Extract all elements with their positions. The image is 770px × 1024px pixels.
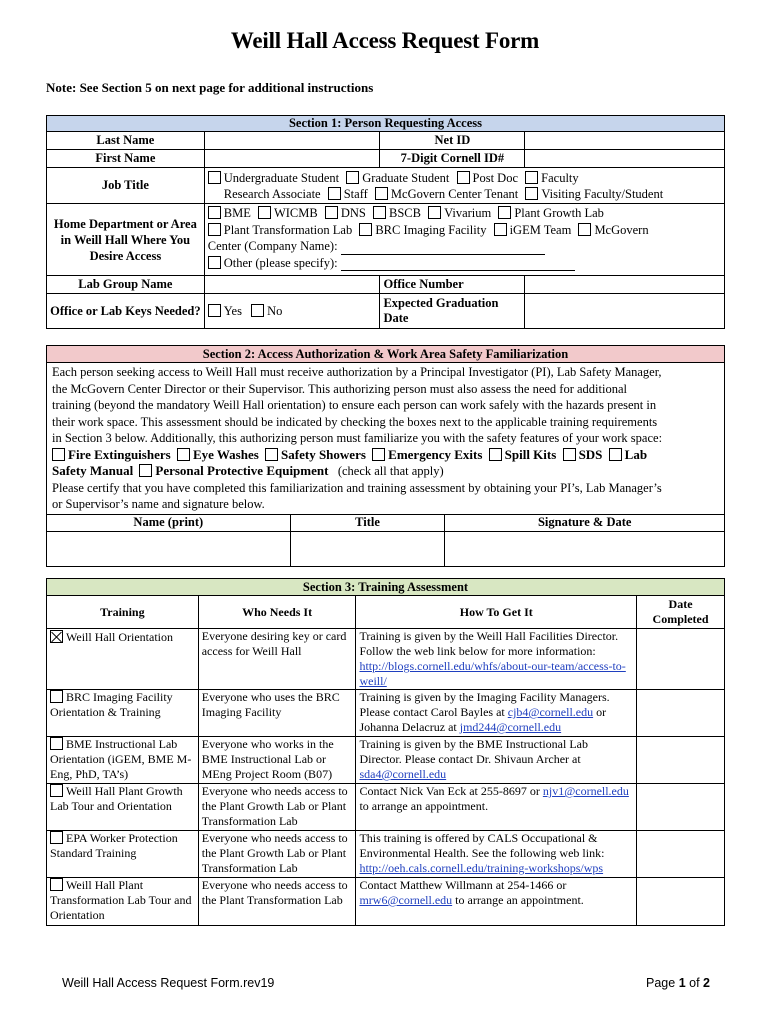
job-opt-label: Faculty	[541, 170, 579, 185]
emergency-exits-checkbox[interactable]	[372, 448, 385, 461]
how-to-get-it	[356, 629, 637, 690]
footer-page-number	[646, 976, 710, 990]
dept-opt-label: DNS	[340, 206, 366, 220]
how-text: Training is given by the Imaging Facility Managers. Please contact Carol Bayles at	[359, 690, 610, 719]
company-name-line[interactable]	[341, 243, 545, 255]
section3-header: Section 3: Training Assessment	[47, 579, 725, 596]
auth-para-line: Each person seeking access to Weill Hall must receive authorization by a Principal Investigator (PI), Lab Safety Manager,	[52, 365, 662, 379]
auth-para-line: their work space. This assessment should be indicated by checking the boxes next to the applicable training requirements	[52, 414, 658, 429]
home-dept-label: Home Department or Area in Weill Hall Where You Desire Access	[47, 204, 205, 276]
feature-label: Safety Showers	[281, 446, 366, 462]
job-opt-label: Graduate Student	[362, 170, 450, 185]
training-checkbox[interactable]	[50, 630, 63, 643]
footer-form-name: Weill Hall Access Request Form.rev19	[62, 976, 275, 990]
date-completed-field[interactable]	[637, 878, 725, 926]
how-col-header: How To Get It	[356, 596, 637, 629]
training-checkbox[interactable]	[50, 737, 63, 750]
how-text: Training is given by the Weill Hall Facilities Director. Follow the web link below for more information:	[359, 629, 619, 658]
sds-checkbox[interactable]	[563, 448, 576, 461]
ppe-checkbox[interactable]	[139, 464, 152, 477]
grad-date-field[interactable]	[525, 294, 725, 329]
table-row	[47, 629, 725, 690]
wps-link[interactable]: http://oeh.cals.cornell.edu/training-workshops/wps	[359, 861, 604, 875]
job-faculty-checkbox[interactable]	[525, 171, 538, 184]
dept-dns-checkbox[interactable]	[325, 206, 338, 219]
how-to-get-it	[356, 737, 637, 784]
job-undergrad-checkbox[interactable]	[208, 171, 221, 184]
keys-needed-label: Office or Lab Keys Needed?	[47, 294, 205, 329]
how-to-get-it	[356, 878, 637, 926]
lab-group-field[interactable]	[204, 276, 380, 294]
how-to-get-it	[356, 784, 637, 831]
who-needs-it: Everyone who works in the BME Instructional Lab or MEng Project Room (B07)	[198, 737, 356, 784]
dept-opt-label: Vivarium	[444, 206, 492, 220]
who-needs-it: Everyone who needs access to the Plant Growth Lab or Plant Transformation Lab	[198, 831, 356, 878]
keys-yes-checkbox[interactable]	[208, 304, 221, 317]
date-completed-field[interactable]	[637, 784, 725, 831]
dept-brc-checkbox[interactable]	[359, 223, 372, 236]
feature-label: SDS	[578, 446, 603, 462]
dept-opt-label: Plant Transformation Lab	[223, 222, 353, 237]
company-name-label: Center (Company Name):	[207, 239, 338, 253]
keys-no-label: No	[267, 303, 283, 318]
first-name-field[interactable]	[204, 150, 380, 168]
other-specify-line[interactable]	[341, 259, 575, 271]
dept-mcgovern-checkbox[interactable]	[578, 223, 591, 236]
check-all-note: (check all that apply)	[337, 464, 444, 478]
dept-wicmb-checkbox[interactable]	[258, 206, 271, 219]
job-opt-label: Research Associate	[223, 186, 321, 201]
dept-opt-label: BME	[223, 206, 251, 220]
job-visiting-checkbox[interactable]	[525, 187, 538, 200]
office-number-label: Office Number	[380, 276, 525, 294]
safety-features-row-2	[52, 463, 719, 480]
section5-note: Note: See Section 5 on next page for additional instructions	[46, 80, 374, 95]
signature-date-field[interactable]	[445, 531, 725, 566]
job-mcgovern-checkbox[interactable]	[375, 187, 388, 200]
feature-label: Spill Kits	[504, 446, 557, 462]
page-word: Page	[646, 976, 676, 990]
how-text: Training is given by the BME Instructional Lab Director. Please contact Dr. Shivaun Archer at	[359, 737, 588, 766]
keys-yes-label: Yes	[223, 303, 242, 318]
first-name-label: First Name	[47, 150, 205, 168]
training-name: Weill Hall Plant Growth Lab Tour and Orientation	[50, 784, 183, 813]
how-text: or Johanna Delacruz at	[359, 705, 607, 734]
date-completed-field[interactable]	[637, 690, 725, 737]
email-link[interactable]: jmd244@cornell.edu	[459, 720, 562, 734]
training-name: Weill Hall Orientation	[66, 630, 174, 644]
section2-table	[46, 345, 725, 567]
section2-body	[47, 363, 725, 515]
email-link[interactable]: njv1@cornell.edu	[542, 784, 629, 798]
dept-bme-checkbox[interactable]	[208, 206, 221, 219]
authorizer-title-field[interactable]	[290, 531, 445, 566]
who-needs-it: Everyone who needs access to the Plant Growth Lab or Plant Transformation Lab	[198, 784, 356, 831]
date-completed-field[interactable]	[637, 629, 725, 690]
name-print-header: Name (print)	[47, 514, 291, 531]
feature-label: Lab	[624, 446, 648, 462]
dept-opt-label: McGovern	[594, 222, 649, 237]
training-checkbox[interactable]	[50, 690, 63, 703]
training-checkbox[interactable]	[50, 878, 63, 891]
cornell-id-field[interactable]	[525, 150, 725, 168]
how-to-get-it	[356, 690, 637, 737]
other-specify-label: Other (please specify):	[223, 255, 338, 270]
dept-plant-transformation-checkbox[interactable]	[208, 223, 221, 236]
page-total: 2	[703, 976, 710, 990]
table-row	[47, 690, 725, 737]
eye-washes-checkbox[interactable]	[177, 448, 190, 461]
dept-opt-label: iGEM Team	[509, 222, 572, 237]
certify-para-line: or Supervisor’s name and signature below.	[52, 497, 265, 511]
training-name: BME Instructional Lab Orientation (iGEM, BME M-Eng, PhD, TA’s)	[50, 737, 192, 781]
who-col-header: Who Needs It	[198, 596, 356, 629]
grad-date-label: Expected Graduation Date	[380, 294, 525, 329]
signature-date-header: Signature & Date	[445, 514, 725, 531]
auth-para-line: the McGovern Center Director or their Supervisor. This authorizing person must also assess the need for additional	[52, 381, 627, 396]
training-name: Weill Hall Plant Transformation Lab Tour and Orientation	[50, 878, 192, 922]
certify-para-line: Please certify that you have completed this familiarization and training assessment by obtaining your PI’s, Lab Manager’s	[52, 480, 662, 495]
dept-bscb-checkbox[interactable]	[373, 206, 386, 219]
how-text: Contact Matthew Willmann at 254-1466 or	[359, 878, 567, 892]
feature-label: Eye Washes	[192, 446, 259, 462]
section1-table	[46, 115, 725, 329]
table-row	[47, 737, 725, 784]
last-name-field[interactable]	[204, 132, 380, 150]
spill-kits-checkbox[interactable]	[489, 448, 502, 461]
auth-para-line: in Section 3 below. Additionally, this authorizing person must familiarize you with the safety features of your work space:	[52, 431, 663, 445]
training-col-header: Training	[47, 596, 199, 629]
safety-features-row	[52, 447, 719, 464]
safety-showers-checkbox[interactable]	[265, 448, 278, 461]
how-text: This training is offered by CALS Occupational & Environmental Health. See the following web link:	[359, 831, 605, 860]
feature-label: Personal Protective Equipment	[155, 463, 329, 478]
section2-header: Section 2: Access Authorization & Work Area Safety Familiarization	[47, 346, 725, 363]
fire-extinguishers-checkbox[interactable]	[52, 448, 65, 461]
dept-plant-growth-checkbox[interactable]	[498, 206, 511, 219]
how-text: to arrange an appointment.	[359, 799, 489, 813]
section3-table	[46, 578, 725, 926]
auth-para-line: training (beyond the mandatory Weill Hall orientation) to ensure each person can work safely with the hazards present in	[52, 398, 657, 412]
title-header: Title	[290, 514, 445, 531]
date-col-header: Date Completed	[637, 596, 725, 629]
dept-vivarium-checkbox[interactable]	[428, 206, 441, 219]
job-opt-label: Post Doc	[472, 170, 519, 185]
job-postdoc-checkbox[interactable]	[457, 171, 470, 184]
training-checkbox[interactable]	[50, 784, 63, 797]
dept-opt-label: BSCB	[388, 206, 421, 220]
keys-no-checkbox[interactable]	[251, 304, 264, 317]
who-needs-it: Everyone desiring key or card access for Weill Hall	[198, 629, 356, 690]
job-opt-label: Staff	[343, 186, 368, 201]
last-name-label: Last Name	[47, 132, 205, 150]
dept-options	[204, 204, 724, 276]
email-link[interactable]: sda4@cornell.edu	[359, 767, 447, 781]
net-id-label: Net ID	[380, 132, 525, 150]
table-row	[47, 784, 725, 831]
lab-safety-manual-checkbox[interactable]	[609, 448, 622, 461]
training-checkbox[interactable]	[50, 831, 63, 844]
form-title: Weill Hall Access Request Form	[230, 28, 540, 53]
net-id-field[interactable]	[525, 132, 725, 150]
email-link[interactable]: cjb4@cornell.edu	[507, 705, 594, 719]
feature-label: Fire Extinguishers	[68, 446, 171, 462]
table-row	[47, 831, 725, 878]
dept-opt-label: Plant Growth Lab	[514, 206, 604, 220]
job-opt-label: Undergraduate Student	[223, 170, 340, 185]
job-opt-label: McGovern Center Tenant	[390, 186, 519, 201]
dept-opt-label: BRC Imaging Facility	[375, 222, 487, 237]
date-completed-field[interactable]	[637, 737, 725, 784]
name-print-field[interactable]	[47, 531, 291, 566]
training-name: EPA Worker Protection Standard Training	[50, 831, 178, 860]
section1-header: Section 1: Person Requesting Access	[47, 116, 725, 132]
of-word: of	[689, 976, 700, 990]
how-text: to arrange an appointment.	[452, 893, 584, 907]
cornell-id-label: 7-Digit Cornell ID#	[380, 150, 525, 168]
lab-group-label: Lab Group Name	[47, 276, 205, 294]
weill-orientation-link[interactable]: http://blogs.cornell.edu/whfs/about-our-team/access-to-weill/	[359, 659, 626, 688]
keys-needed-options	[204, 294, 380, 329]
dept-opt-label: WICMB	[273, 206, 318, 220]
date-completed-field[interactable]	[637, 831, 725, 878]
office-number-field[interactable]	[525, 276, 725, 294]
feature-label: Safety Manual	[52, 463, 134, 478]
who-needs-it: Everyone who uses the BRC Imaging Facility	[198, 690, 356, 737]
dept-other-checkbox[interactable]	[208, 256, 221, 269]
page-num: 1	[678, 976, 686, 990]
table-row	[47, 878, 725, 926]
how-to-get-it	[356, 831, 637, 878]
training-name: BRC Imaging Facility Orientation & Training	[50, 690, 173, 719]
email-link[interactable]: mrw6@cornell.edu	[359, 893, 453, 907]
job-title-label: Job Title	[47, 168, 205, 204]
dept-igem-checkbox[interactable]	[494, 223, 507, 236]
job-opt-label: Visiting Faculty/Student	[541, 186, 664, 201]
job-grad-checkbox[interactable]	[346, 171, 359, 184]
feature-label: Emergency Exits	[388, 446, 483, 462]
job-staff-checkbox[interactable]	[328, 187, 341, 200]
how-text: Contact Nick Van Eck at 255-8697 or	[359, 784, 543, 798]
job-title-options	[204, 168, 724, 204]
who-needs-it: Everyone who needs access to the Plant Transformation Lab	[198, 878, 356, 926]
